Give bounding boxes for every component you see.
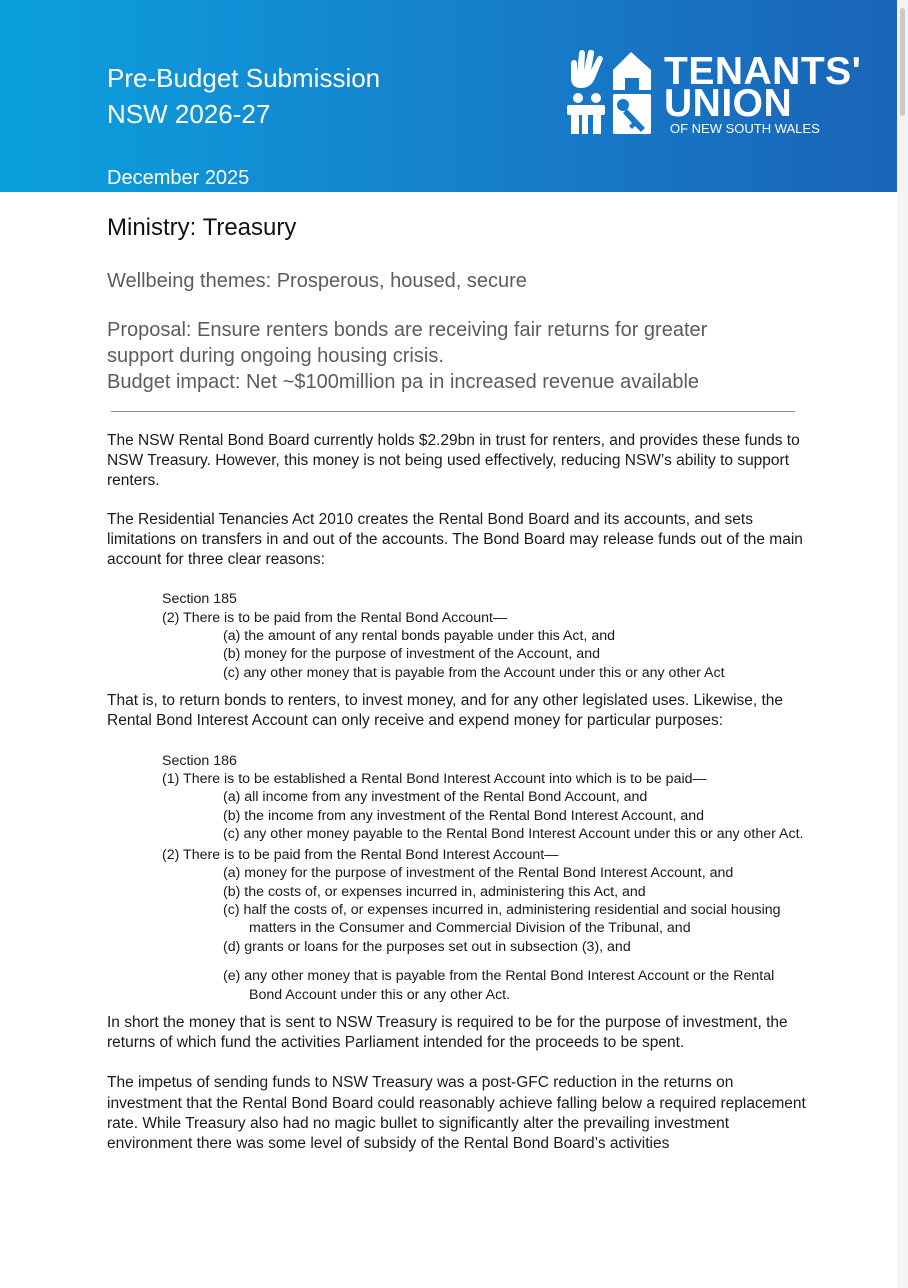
section-186-quote	[107, 752, 807, 1004]
wellbeing-themes: Wellbeing themes: Prosperous, housed, secure	[107, 270, 527, 292]
paragraph-4: In short the money that is sent to NSW Treasury is required to be for the purpose of investment, the returns of which fund the activities Parliament intended for the proceeds to be spent.	[107, 1013, 788, 1052]
section-185-item-b: (b) money for the purpose of investment of the Account, and	[223, 646, 600, 663]
paragraph-5: The impetus of sending funds to NSW Treasury was a post-GFC reduction in the returns on investment that the Rental Bond Board could reasonably achieve falling below a required replacement rate. While Treasury also had no magic bullet to significantly alter the prevailing investment environment there was some level of subsidy of the Rental Bond Board’s activities	[107, 1074, 806, 1152]
vertical-scrollbar[interactable]	[897, 0, 908, 1288]
logo-word-tenants: TENANTS'	[664, 50, 862, 93]
divider	[111, 411, 795, 412]
proposal-block	[107, 317, 807, 395]
section-186-item-1b: (b) the income from any investment of the Rental Bond Interest Account, and	[223, 807, 705, 824]
section-186-item-2b: (b) the costs of, or expenses incurred in, administering this Act, and	[223, 883, 646, 900]
title-line-2: NSW 2026-27	[107, 99, 271, 129]
logo-word-union: UNION	[664, 82, 793, 125]
title-line-1: Pre-Budget Submission	[107, 63, 381, 93]
budget-impact-line: Budget impact: Net ~$100million pa in increased revenue available	[107, 371, 700, 393]
scrollbar-thumb[interactable]	[900, 8, 905, 116]
section-186-item-2c: (c) half the costs of, or expenses incurred in, administering residential and social housing matters in the Consumer and Commercial Division of the Tribunal, and	[223, 901, 781, 937]
document-date: December 2025	[107, 167, 250, 189]
proposal-line-1: Proposal: Ensure renters bonds are receiving fair returns for greater	[107, 319, 708, 341]
section-186-item-2a: (a) money for the purpose of investment of the Rental Bond Interest Account, and	[223, 865, 734, 882]
paragraph-2: The Residential Tenancies Act 2010 creates the Rental Bond Board and its accounts, and sets limitations on transfers in and out of the accounts. The Bond Board may release funds out of the main account for three clear reasons:	[107, 510, 803, 569]
section-186-item-1a: (a) all income from any investment of the Rental Bond Account, and	[223, 789, 648, 806]
section-185-subsection-2: (2) There is to be paid from the Rental Bond Account—	[162, 609, 508, 626]
paragraph-1: The NSW Rental Bond Board currently holds $2.29bn in trust for renters, and provides these funds to NSW Treasury. However, this money is not being used effectively, reducing NSW’s ability to support renters.	[107, 432, 800, 490]
proposal-line-2: support during ongoing housing crisis.	[107, 345, 444, 367]
paragraph-3: That is, to return bonds to renters, to invest money, and for any other legislated uses. Likewise, the Rental Bond Interest Account can only receive and expend money for particular purposes:	[107, 692, 784, 730]
section-185-item-a: (a) the amount of any rental bonds payable under this Act, and	[223, 628, 615, 645]
section-186-subsection-2: (2) There is to be paid from the Rental Bond Interest Account—	[162, 846, 559, 863]
logo-subtitle: OF NEW SOUTH WALES	[670, 121, 820, 136]
section-186-subsection-1: (1) There is to be established a Rental Bond Interest Account into which is to be paid—	[162, 771, 707, 788]
document-title	[107, 60, 380, 132]
section-185-quote	[107, 590, 807, 682]
section-185-heading: Section 185	[162, 591, 237, 608]
tenants-union-logo	[565, 48, 865, 138]
section-186-item-2d: (d) grants or loans for the purposes set out in subsection (3), and	[223, 938, 631, 955]
header-banner	[0, 0, 897, 192]
section-185-item-c: (c) any other money that is payable from the Account under this or any other Act	[223, 664, 725, 681]
section-186-heading: Section 186	[162, 752, 237, 769]
section-186-item-1c: (c) any other money payable to the Rental Bond Interest Account under this or any other Act.	[223, 826, 804, 843]
ministry-heading: Ministry: Treasury	[107, 214, 297, 241]
document-body	[107, 210, 807, 1154]
section-186-item-2e: (e) any other money that is payable from the Rental Bond Interest Account or the Rental Bond Account under this or any other Act.	[223, 968, 775, 1003]
logo-tiles-icon	[565, 48, 655, 136]
